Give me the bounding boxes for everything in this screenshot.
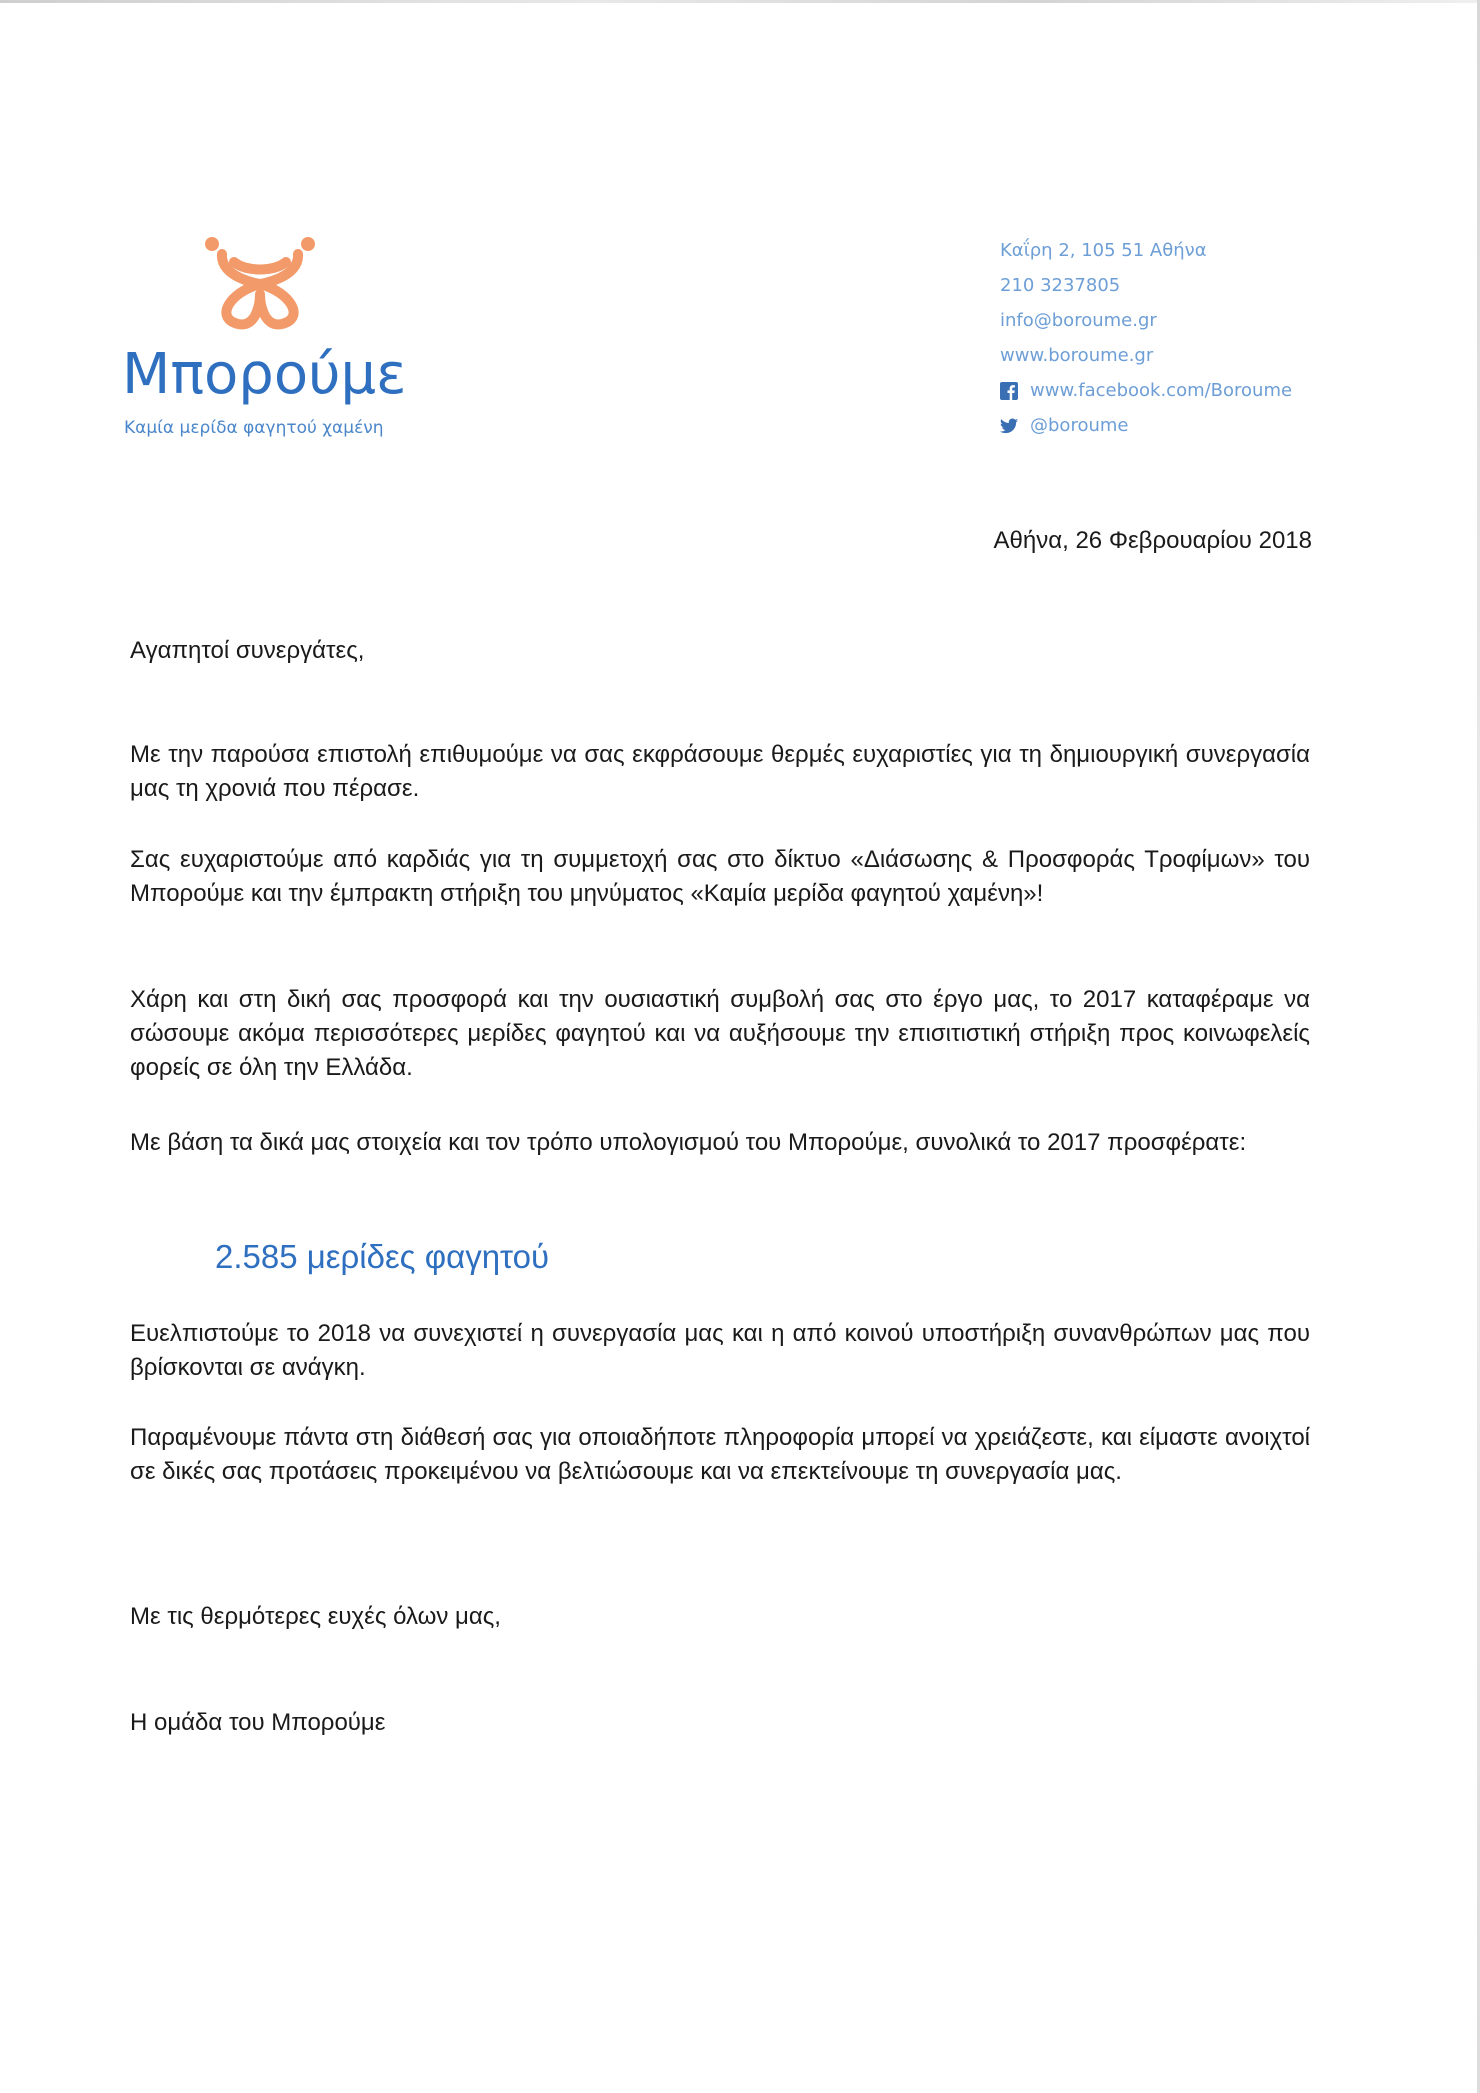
- contact-website[interactable]: [1000, 338, 1292, 373]
- letter-salutation: Αγαπητοί συνεργάτες,: [130, 637, 365, 664]
- facebook-icon: [1000, 382, 1018, 400]
- letter-paragraph: Ευελπιστούμε το 2018 να συνεχιστεί η συνεργασία μας και η από κοινού υποστήριξη συνανθρώπων μας που βρίσκονται σε ανάγκη.: [130, 1320, 1310, 1381]
- logo-name: Μπορούμε: [122, 342, 407, 407]
- letter-paragraph: Χάρη και στη δική σας προσφορά και την ουσιαστική συμβολή σας στο έργο μας, το 2017 καταφέραμε να σώσουμε ακόμα περισσότερες μερίδες φαγητού και να αυξήσουμε την επισιτιστική στήριξη προς κοινωφελείς φορείς σε όλη την Ελλάδα.: [130, 986, 1310, 1081]
- website-link[interactable]: www.boroume.gr: [1000, 345, 1154, 366]
- facebook-link[interactable]: www.facebook.com/Boroume: [1030, 380, 1293, 401]
- address-text: Καΐρη 2, 105 51 Αθήνα: [1000, 240, 1207, 261]
- twitter-icon: [1000, 417, 1018, 435]
- letter-date: Αθήνα, 26 Φεβρουαρίου 2018: [993, 527, 1312, 554]
- email-link[interactable]: info@boroume.gr: [1000, 310, 1157, 331]
- contact-block: [1000, 233, 1292, 443]
- contact-twitter[interactable]: [1000, 408, 1292, 443]
- heart-knot-logo-icon: [200, 232, 320, 332]
- letter-paragraph: Σας ευχαριστούμε από καρδιάς για τη συμμετοχή σας στο δίκτυο «Διάσωσης & Προσφοράς Τροφίμων» του Μπορούμε και την έμπρακτη στήριξη του μηνύματος «Καμία μερίδα φαγητού χαμένη»!: [130, 846, 1310, 907]
- contact-facebook[interactable]: [1000, 373, 1292, 408]
- letter-paragraph: Παραμένουμε πάντα στη διάθεσή σας για οποιαδήποτε πληροφορία μπορεί να χρειάζεστε, και είμαστε ανοιχτοί σε δικές σας προτάσεις προκειμένου να βελτιώσουμε και να επεκτείνουμε τη συνεργασία μας.: [130, 1424, 1310, 1485]
- twitter-handle[interactable]: @boroume: [1030, 415, 1129, 436]
- food-portions-highlight: 2.585 μερίδες φαγητού: [215, 1238, 550, 1275]
- scan-edge-top: [0, 0, 1480, 3]
- contact-address: [1000, 233, 1292, 268]
- letter-signature: Η ομάδα του Μπορούμε: [130, 1709, 386, 1736]
- logo-tagline: Καμία μερίδα φαγητού χαμένη: [124, 418, 384, 438]
- contact-email[interactable]: [1000, 303, 1292, 338]
- phone-text: 210 3237805: [1000, 275, 1121, 296]
- contact-phone: [1000, 268, 1292, 303]
- letter-closing: Με τις θερμότερες ευχές όλων μας,: [130, 1603, 501, 1630]
- letter-paragraph: Με την παρούσα επιστολή επιθυμούμε να σας εκφράσουμε θερμές ευχαριστίες για τη δημιουργική συνεργασία μας τη χρονιά που πέρασε.: [130, 741, 1310, 802]
- letter-paragraph: Με βάση τα δικά μας στοιχεία και τον τρόπο υπολογισμού του Μπορούμε, συνολικά το 2017 προσφέρατε:: [130, 1129, 1247, 1156]
